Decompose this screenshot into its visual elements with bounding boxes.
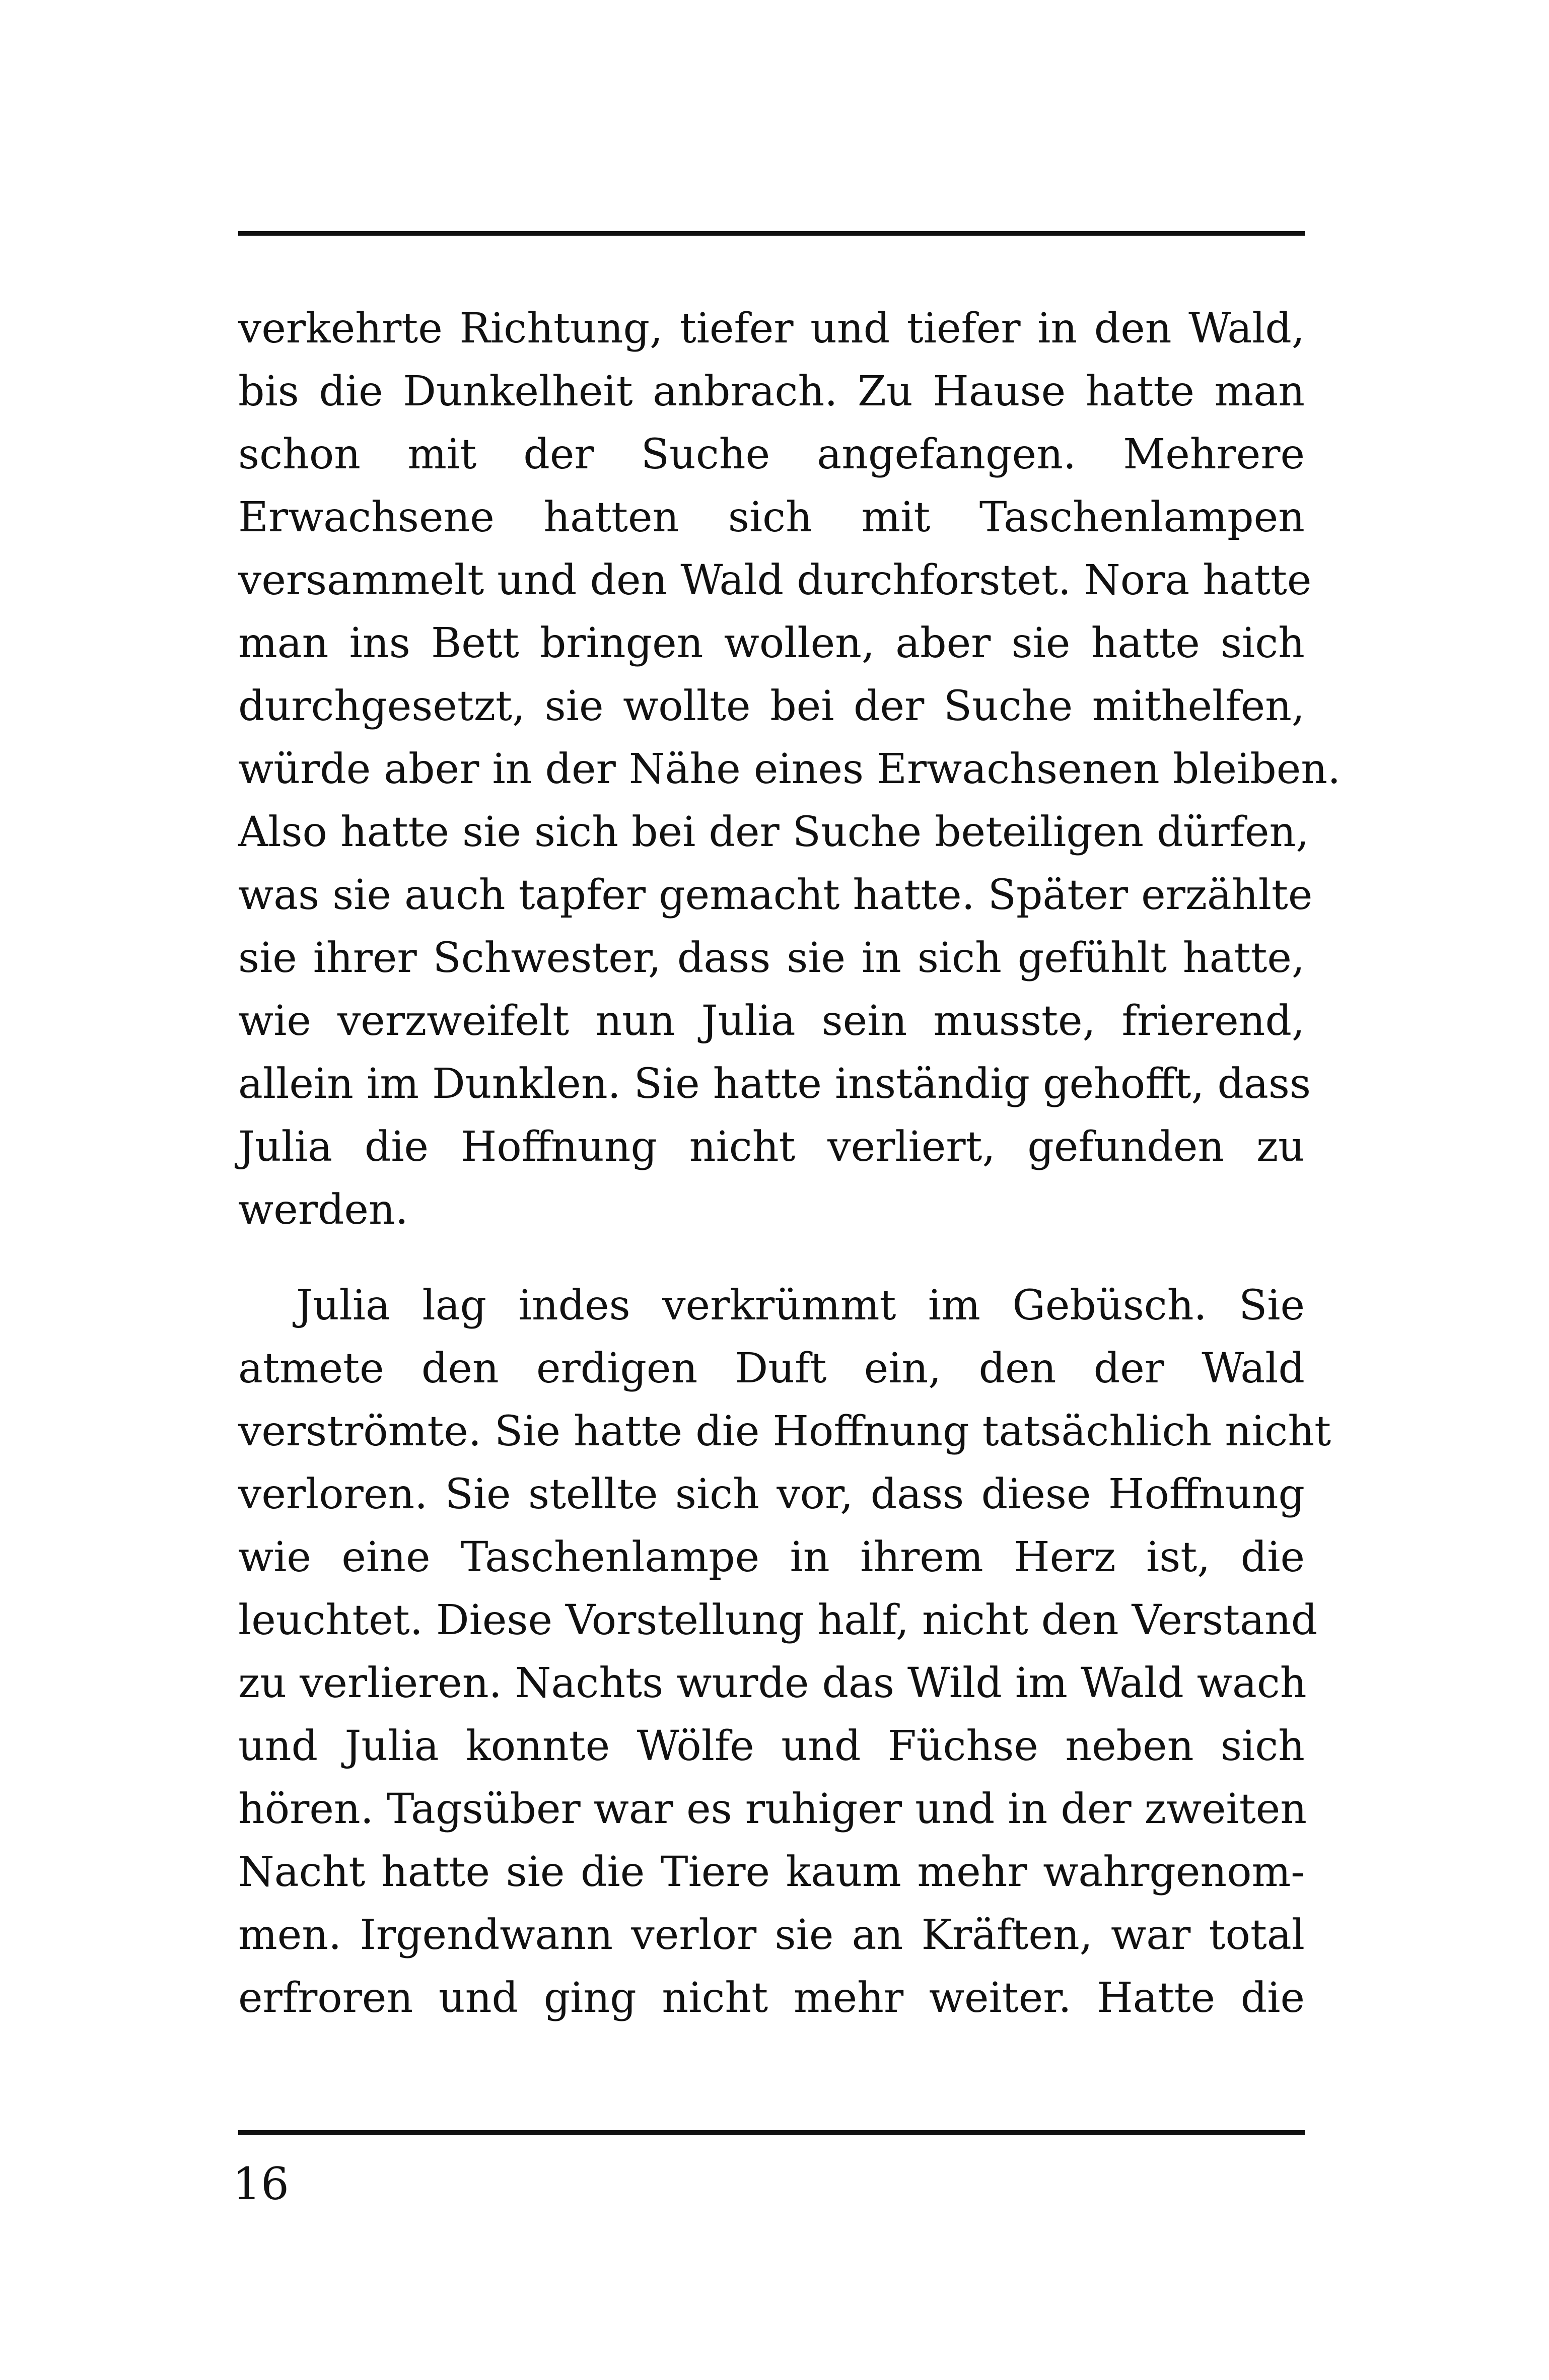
- text-line: verloren. Sie stellte sich vor, dass diese Hoffnung: [238, 1471, 1305, 1518]
- text-line: werden.: [238, 1186, 408, 1234]
- paragraph-2: [238, 1274, 1331, 2029]
- text-line: bis die Dunkelheit anbrach. Zu Hause hatte man: [238, 368, 1305, 415]
- text-line: durchgesetzt, sie wollte bei der Suche mithelfen,: [238, 682, 1305, 730]
- text-line: leuchtet. Diese Vorstellung half, nicht den Verstand: [238, 1596, 1318, 1644]
- text-line: man ins Bett bringen wollen, aber sie hatte sich: [238, 619, 1305, 667]
- text-line: zu verlieren. Nachts wurde das Wild im Wald wach: [238, 1659, 1307, 1707]
- text-line: verkehrte Richtung, tiefer und tiefer in den Wald,: [238, 305, 1305, 353]
- text-line: würde aber in der Nähe eines Erwachsenen bleiben.: [238, 745, 1341, 793]
- text-line: Erwachsene hatten sich mit Taschenlampen: [238, 494, 1305, 541]
- text-line: Julia die Hoffnung nicht verliert, gefunden zu: [238, 1123, 1305, 1171]
- text-line: Julia lag indes verkrümmt im Gebüsch. Sie: [296, 1282, 1305, 1329]
- text-line: erfroren und ging nicht mehr weiter. Hatte die: [238, 1974, 1305, 2022]
- body-text: [238, 297, 1341, 2029]
- paragraph-gap: [238, 1241, 1305, 1274]
- text-line: verströmte. Sie hatte die Hoffnung tatsächlich nicht: [238, 1408, 1331, 1455]
- text-line: atmete den erdigen Duft ein, den der Wald: [238, 1345, 1305, 1392]
- text-line: men. Irgendwann verlor sie an Kräften, war total: [238, 1911, 1305, 1959]
- text-line: versammelt und den Wald durchforstet. Nora hatte: [238, 556, 1312, 604]
- text-line: wie verzweifelt nun Julia sein musste, frierend,: [238, 997, 1305, 1045]
- text-line: Nacht hatte sie die Tiere kaum mehr wahrgenom-: [238, 1848, 1305, 1896]
- text-line: was sie auch tapfer gemacht hatte. Später erzählte: [238, 871, 1313, 919]
- text-line: allein im Dunklen. Sie hatte inständig gehofft, dass: [238, 1060, 1311, 1108]
- header-rule: [238, 231, 1305, 236]
- footer-rule: [238, 2130, 1305, 2135]
- text-line: Also hatte sie sich bei der Suche beteiligen dürfen,: [238, 808, 1309, 856]
- text-line: sie ihrer Schwester, dass sie in sich gefühlt hatte,: [238, 934, 1305, 982]
- text-line: und Julia konnte Wölfe und Füchse neben sich: [238, 1722, 1305, 1770]
- text-line: wie eine Taschenlampe in ihrem Herz ist, die: [238, 1533, 1305, 1581]
- text-line: schon mit der Suche angefangen. Mehrere: [238, 431, 1305, 478]
- paragraph-1: [238, 297, 1341, 1241]
- text-line: hören. Tagsüber war es ruhiger und in der zweiten: [238, 1785, 1307, 1833]
- page-number: 16: [233, 2158, 289, 2210]
